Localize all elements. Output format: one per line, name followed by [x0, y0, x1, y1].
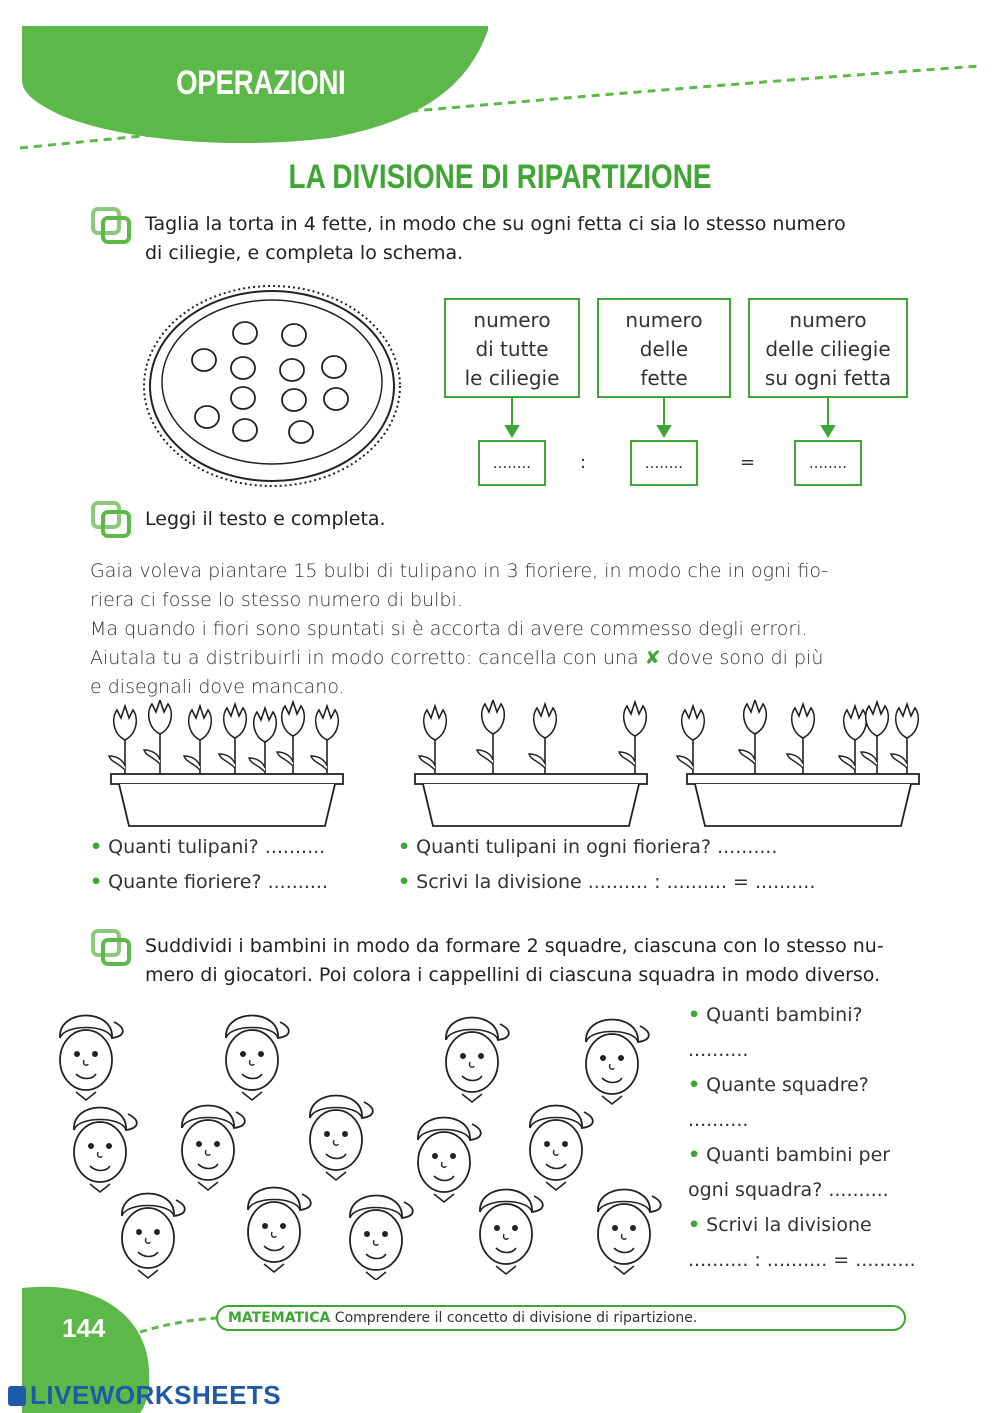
- flower-boxes-illustration: [95, 700, 935, 832]
- cake-illustration: [138, 278, 408, 496]
- page-title: LA DIVISIONE DI RIPARTIZIONE: [288, 158, 712, 196]
- answer-blank[interactable]: ..........: [688, 1109, 749, 1131]
- question-write-division: Scrivi la divisione .......... : .......... = ..........: [416, 871, 816, 893]
- objective-text: Comprendere il concetto di divisione di ripartizione.: [334, 1310, 698, 1326]
- instruction-line: Taglia la torta in 4 fette, in modo che su ogni fetta ci sia lo stesso numero: [145, 213, 846, 235]
- question-planters: Quante fioriere? ..........: [108, 871, 328, 893]
- cherries-icon: [192, 322, 348, 443]
- schema-box-slices: numero delle fette: [597, 298, 731, 398]
- exercise-icon: [90, 500, 134, 540]
- exercise-icon: [90, 206, 134, 246]
- instruction-line: di ciliegie, e completa lo schema.: [145, 242, 464, 264]
- footer-objective: [216, 1305, 906, 1331]
- answer-field-slices[interactable]: ........: [630, 440, 698, 486]
- subject-label: MATEMATICA: [228, 1310, 331, 1326]
- answer-field-total[interactable]: ........: [478, 440, 546, 486]
- division-sign: :: [580, 452, 587, 473]
- answer-division-blank[interactable]: .......... : .......... = ..........: [688, 1249, 916, 1271]
- logo-icon: [8, 1386, 26, 1406]
- question-total-tulips: Quanti tulipani? ..........: [108, 836, 326, 858]
- question-children-per-team-cont: ogni squadra? ..........: [688, 1179, 889, 1201]
- question-list-right: • Quanti tulipani in ogni fioriera? .......... • Scrivi la divisione .......... : .......... = ..........: [398, 836, 816, 893]
- question-write-division: Scrivi la divisione: [706, 1214, 872, 1236]
- question-list-children: • Quanti bambini? .......... • Quante squadre? .......... • Quanti bambini per ogni squadra? .......... • Scrivi la divisione .......... : .......... = ..........: [688, 998, 916, 1278]
- exercise2-text: Gaia voleva piantare 15 bulbi di tulipano in 3 fioriere, in modo che in ogni fio- riera ci fosse lo stesso numero di bulbi. Ma quando i fiori sono spuntati si è accorta di avere commesso degli errori. Aiutala tu a distribuirli in modo corretto: cancella con una ✘ dove sono di più e disegnali dove mancano.: [90, 560, 829, 698]
- cross-icon: ✘: [644, 647, 661, 669]
- schema-box-total: numero di tutte le ciliegie: [444, 298, 580, 398]
- question-list-left: • Quanti tulipani? .......... • Quante fioriere? ..........: [90, 836, 328, 893]
- equals-sign: =: [740, 452, 756, 473]
- question-tulips-per-planter: Quanti tulipani in ogni fioriera? ..........: [416, 836, 778, 858]
- answer-field-result[interactable]: ........: [794, 440, 862, 486]
- exercise-icon: [90, 928, 134, 968]
- watermark-logo[interactable]: LIVEWORKSHEETS: [8, 1380, 281, 1411]
- question-teams-count: Quante squadre?: [706, 1074, 869, 1096]
- page-number: 144: [62, 1313, 106, 1343]
- schema-arrows: [440, 398, 910, 440]
- children-illustration: [40, 1000, 680, 1280]
- header-banner: [0, 0, 1000, 160]
- exercise3-instruction: Suddividi i bambini in modo da formare 2 squadre, ciascuna con lo stesso nu- mero di giocatori. Poi colora i cappellini di ciascuna squadra in modo diverso.: [145, 935, 884, 986]
- question-children-count: Quanti bambini?: [706, 1004, 863, 1026]
- child-face: [60, 1016, 123, 1101]
- question-children-per-team: Quanti bambini per: [706, 1144, 891, 1166]
- exercise2-instruction: Leggi il testo e completa.: [145, 508, 386, 530]
- answer-blank[interactable]: ..........: [688, 1039, 749, 1061]
- section-title: OPERAZIONI: [176, 64, 346, 102]
- schema-box-per-slice: numero delle ciliegie su ogni fetta: [748, 298, 908, 398]
- exercise1-instruction: [145, 210, 846, 268]
